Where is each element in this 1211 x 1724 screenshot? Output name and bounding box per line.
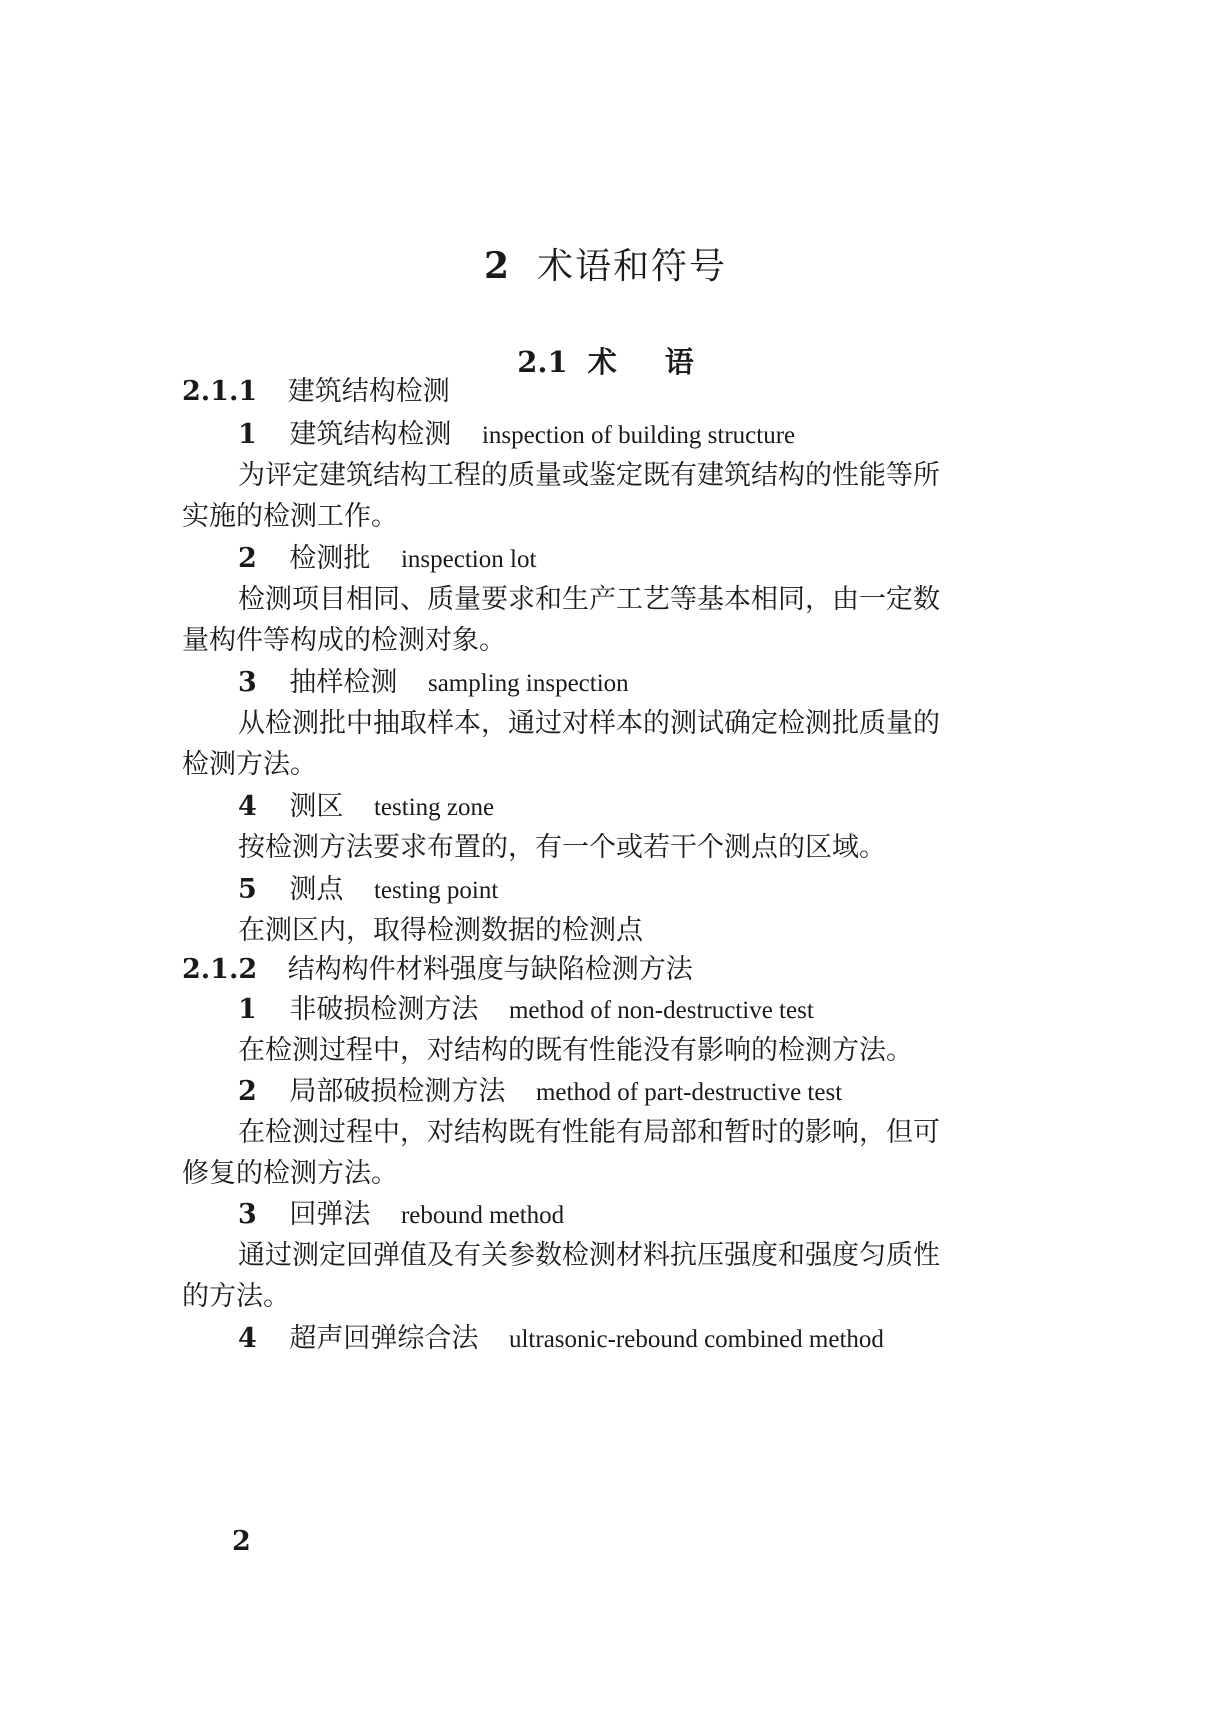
clause-heading [182, 956, 693, 983]
term-number: 5 [238, 874, 257, 905]
definition-line: 量构件等构成的检测对象。 [182, 625, 506, 656]
term-zh: 回弹法 [289, 1199, 371, 1230]
term-zh: 非破损检测方法 [289, 994, 479, 1025]
term-en: inspection of building structure [481, 422, 796, 449]
term-number: 4 [238, 1323, 257, 1354]
chapter-title-text: 术语和符号 [537, 246, 728, 287]
term-number: 1 [238, 994, 257, 1025]
page-number: 2 [232, 1526, 251, 1557]
definition-line: 为评定建筑结构工程的质量或鉴定既有建筑结构的性能等所 [238, 460, 940, 491]
definition-line: 在测区内，取得检测数据的检测点 [238, 915, 643, 946]
definition-line: 检测项目相同、质量要求和生产工艺等基本相同，由一定数 [238, 584, 940, 615]
term-heading [238, 1078, 842, 1105]
clause-title: 建筑结构检测 [287, 376, 450, 407]
term-en: rebound method [400, 1202, 565, 1229]
term-heading [238, 793, 494, 820]
section-title-char-2: 语 [664, 345, 694, 379]
section-title [0, 340, 1211, 381]
definition-line: 通过测定回弹值及有关参数检测材料抗压强度和强度匀质性 [238, 1240, 940, 1271]
term-zh: 建筑结构检测 [289, 419, 452, 450]
term-heading [238, 545, 536, 572]
section-title-char-1: 术 [587, 345, 617, 379]
term-zh: 局部破损检测方法 [289, 1076, 506, 1107]
term-en: ultrasonic-rebound combined method [508, 1326, 884, 1353]
term-number: 3 [238, 667, 257, 698]
section-number: 2.1 [517, 345, 568, 379]
chapter-title [0, 238, 1211, 289]
clause-heading [182, 378, 450, 405]
term-en: method of non-destructive test [508, 997, 814, 1024]
clause-title: 结构构件材料强度与缺陷检测方法 [287, 954, 693, 985]
term-number: 3 [238, 1199, 257, 1230]
definition-line: 从检测批中抽取样本，通过对样本的测试确定检测批质量的 [238, 708, 940, 739]
definition-line: 在检测过程中，对结构既有性能有局部和暂时的影响，但可 [238, 1117, 940, 1148]
chapter-number: 2 [483, 245, 512, 287]
term-zh: 测区 [289, 791, 344, 822]
definition-line: 修复的检测方法。 [182, 1158, 398, 1189]
term-en: method of part-destructive test [535, 1079, 843, 1106]
clause-number: 2.1.2 [182, 954, 258, 985]
term-en: sampling inspection [427, 670, 629, 697]
term-heading [238, 1201, 564, 1228]
definition-line: 检测方法。 [182, 749, 317, 780]
term-heading [238, 669, 629, 696]
term-zh: 检测批 [289, 543, 371, 574]
term-number: 4 [238, 791, 257, 822]
term-en: testing zone [373, 794, 495, 821]
term-en: inspection lot [400, 546, 537, 573]
term-number: 2 [238, 1076, 257, 1107]
definition-line: 按检测方法要求布置的，有一个或若干个测点的区域。 [238, 832, 886, 863]
definition-line: 在检测过程中，对结构的既有性能没有影响的检测方法。 [238, 1035, 913, 1066]
term-heading [238, 1325, 884, 1352]
term-zh: 抽样检测 [289, 667, 398, 698]
term-zh: 测点 [289, 874, 344, 905]
definition-line: 实施的检测工作。 [182, 501, 398, 532]
term-number: 2 [238, 543, 257, 574]
term-en: testing point [373, 877, 499, 904]
term-zh: 超声回弹综合法 [289, 1323, 479, 1354]
term-heading [238, 421, 795, 448]
term-heading [238, 876, 498, 903]
term-number: 1 [238, 419, 257, 450]
clause-number: 2.1.1 [182, 376, 258, 407]
term-heading [238, 996, 814, 1023]
definition-line: 的方法。 [182, 1281, 290, 1312]
